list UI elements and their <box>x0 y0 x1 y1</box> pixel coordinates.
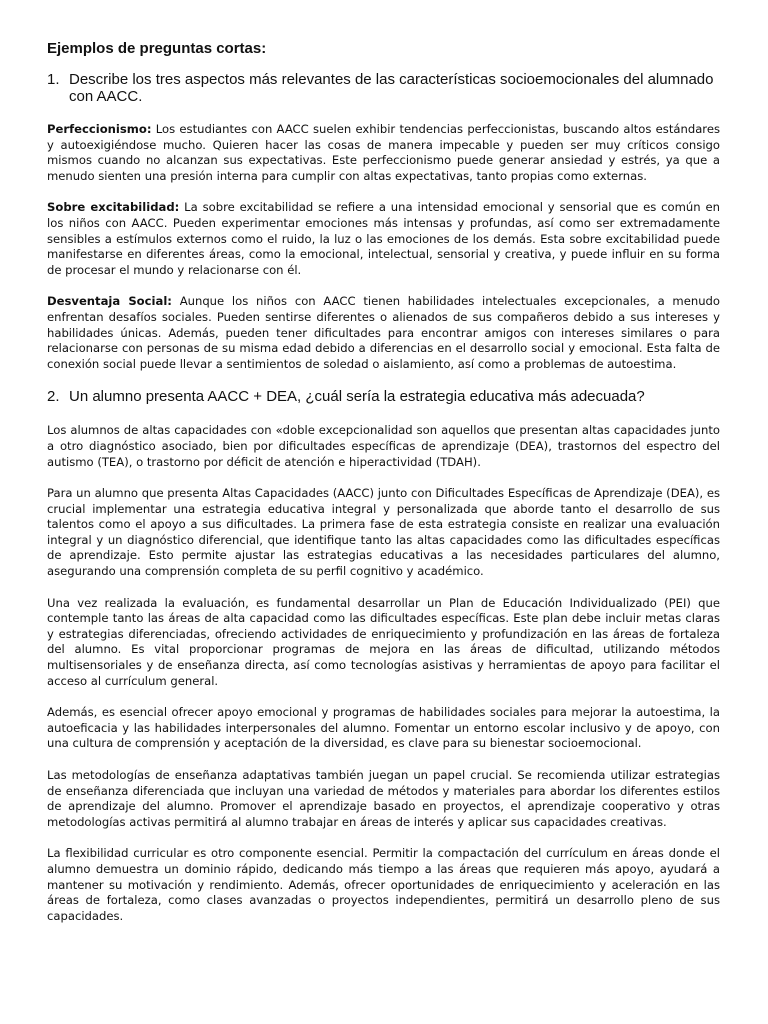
paragraph: La flexibilidad curricular es otro componente esencial. Permitir la compactación del currículum en áreas donde el alumno demuestra un dominio rápido, dedicando más tiempo a las áreas que requieren más apoyo, ayudará a mantener su motivación y rendimiento. Además, ofrecer oportunidades de enriquecimiento y aceleración en las áreas de fortaleza, como clases avanzadas o proyectos independientes, permitirá un desarrollo pleno de sus capacidades. <box>47 846 720 923</box>
question-text: Un alumno presenta AACC + DEA, ¿cuál sería la estrategia educativa más adecuada? <box>69 388 645 406</box>
section-heading: Perfeccionismo: <box>47 122 152 136</box>
section-text: La sobre excitabilidad se refiere a una intensidad emocional y sensorial que es común en los niños con AACC. Pueden experimentar emociones más intensas y profundas, así como ser extremadamente sensibles a estímulos externos como el ruido, la luz o las emociones de los demás. Esta sobre excitabilidad puede manifestarse en diferentes áreas, como la emocional, intelectual, sensorial y creativa, y puede influir en su forma de procesar el mundo y relacionarse con él. <box>47 200 720 277</box>
section-text: Aunque los niños con AACC tienen habilidades intelectuales excepcionales, a menudo enfrentan desafíos sociales. Pueden sentirse diferentes o alienados de sus compañeros debido a sus intereses y habilidades únicas. Además, pueden tener dificultades para encontrar amigos con intereses similares o para relacionarse con personas de su misma edad debido a diferencias en el desarrollo social y emocional. Esta falta de conexión social puede llevar a sentimientos de soledad o aislamiento, así como a problemas de autoestima. <box>47 294 721 371</box>
paragraph: Para un alumno que presenta Altas Capacidades (AACC) junto con Dificultades Específicas de Aprendizaje (DEA), es crucial implementar una estrategia educativa integral y personalizada que aborde tanto el desarrollo de sus talentos como el apoyo a sus dificultades. La primera fase de esta estrategia consiste en realizar una evaluación integral y un diagnóstico diferencial, que identifique tanto las altas capacidades como las dificultades específicas de aprendizaje. Esto permite ajustar las estrategias educativas a las necesidades particulares del alumno, asegurando una comprensión completa de su perfil cognitivo y académico. <box>47 486 720 579</box>
paragraph: Una vez realizada la evaluación, es fundamental desarrollar un Plan de Educación Individualizado (PEI) que contemple tanto las áreas de alta capacidad como las dificultades específicas. Este plan debe incluir metas claras y estrategias diferenciadas, ofreciendo actividades de enriquecimiento y profundización en las áreas de fortaleza del alumno. Es vital proporcionar programas de mejora en las áreas de dificultad, utilizando métodos multisensoriales y de enseñanza directa, así como tecnologías asistivas y herramientas de apoyo para facilitar el acceso al currículum general. <box>47 595 720 688</box>
question-number: 2. <box>47 388 60 406</box>
question-text: Describe los tres aspectos más relevantes de las características socioemocionales del alumnado con AACC. <box>69 71 714 105</box>
section-sobre-excitabilidad <box>47 200 720 278</box>
section-heading: Desventaja Social: <box>47 294 172 309</box>
page-title: Ejemplos de preguntas cortas: <box>47 40 267 57</box>
question-2 <box>47 388 720 405</box>
paragraph: Además, es esencial ofrecer apoyo emocional y programas de habilidades sociales para mejorar la autoestima, la autoeficacia y las habilidades interpersonales del alumno. Fomentar un entorno escolar inclusivo y de apoyo, con una cultura de comprensión y aceptación de la diversidad, es clave para su bienestar socioemocional. <box>47 705 720 751</box>
paragraph: Las metodologías de enseñanza adaptativas también juegan un papel crucial. Se recomienda utilizar estrategias de enseñanza diferenciada que incluyan una variedad de métodos y materiales para abordar los diferentes estilos de aprendizaje del alumno. Promover el aprendizaje basado en proyectos, el aprendizaje cooperativo y otras metodologías activas permitirá al alumno trabajar en áreas de interés y aplicar sus capacidades creativas. <box>47 768 720 829</box>
question-number: 1. <box>47 71 60 88</box>
section-heading: Sobre excitabilidad: <box>47 200 180 215</box>
section-text: Los estudiantes con AACC suelen exhibir tendencias perfeccionistas, buscando altos estándares y autoexigiéndose mucho. Quieren hacer las cosas de manera impecable y pueden ser muy críticos consigo mismos cuando no alcanzan sus expectativas. Este perfeccionismo puede generar ansiedad y estrés, ya que a menudo sienten una presión interna para cumplir con altas expectativas, tanto propias como externas. <box>47 122 720 183</box>
section-desventaja-social <box>47 294 720 372</box>
paragraph: Los alumnos de altas capacidades con «doble excepcionalidad son aquellos que presentan altas capacidades junto a otro diagnóstico asociado, bien por dificultades específicas de aprendizaje (DEA), trastornos del espectro del autismo (TEA), o trastorno por déficit de atención e hiperactividad (TDAH). <box>47 423 720 469</box>
question-1 <box>47 71 720 105</box>
section-perfeccionismo <box>47 122 720 184</box>
